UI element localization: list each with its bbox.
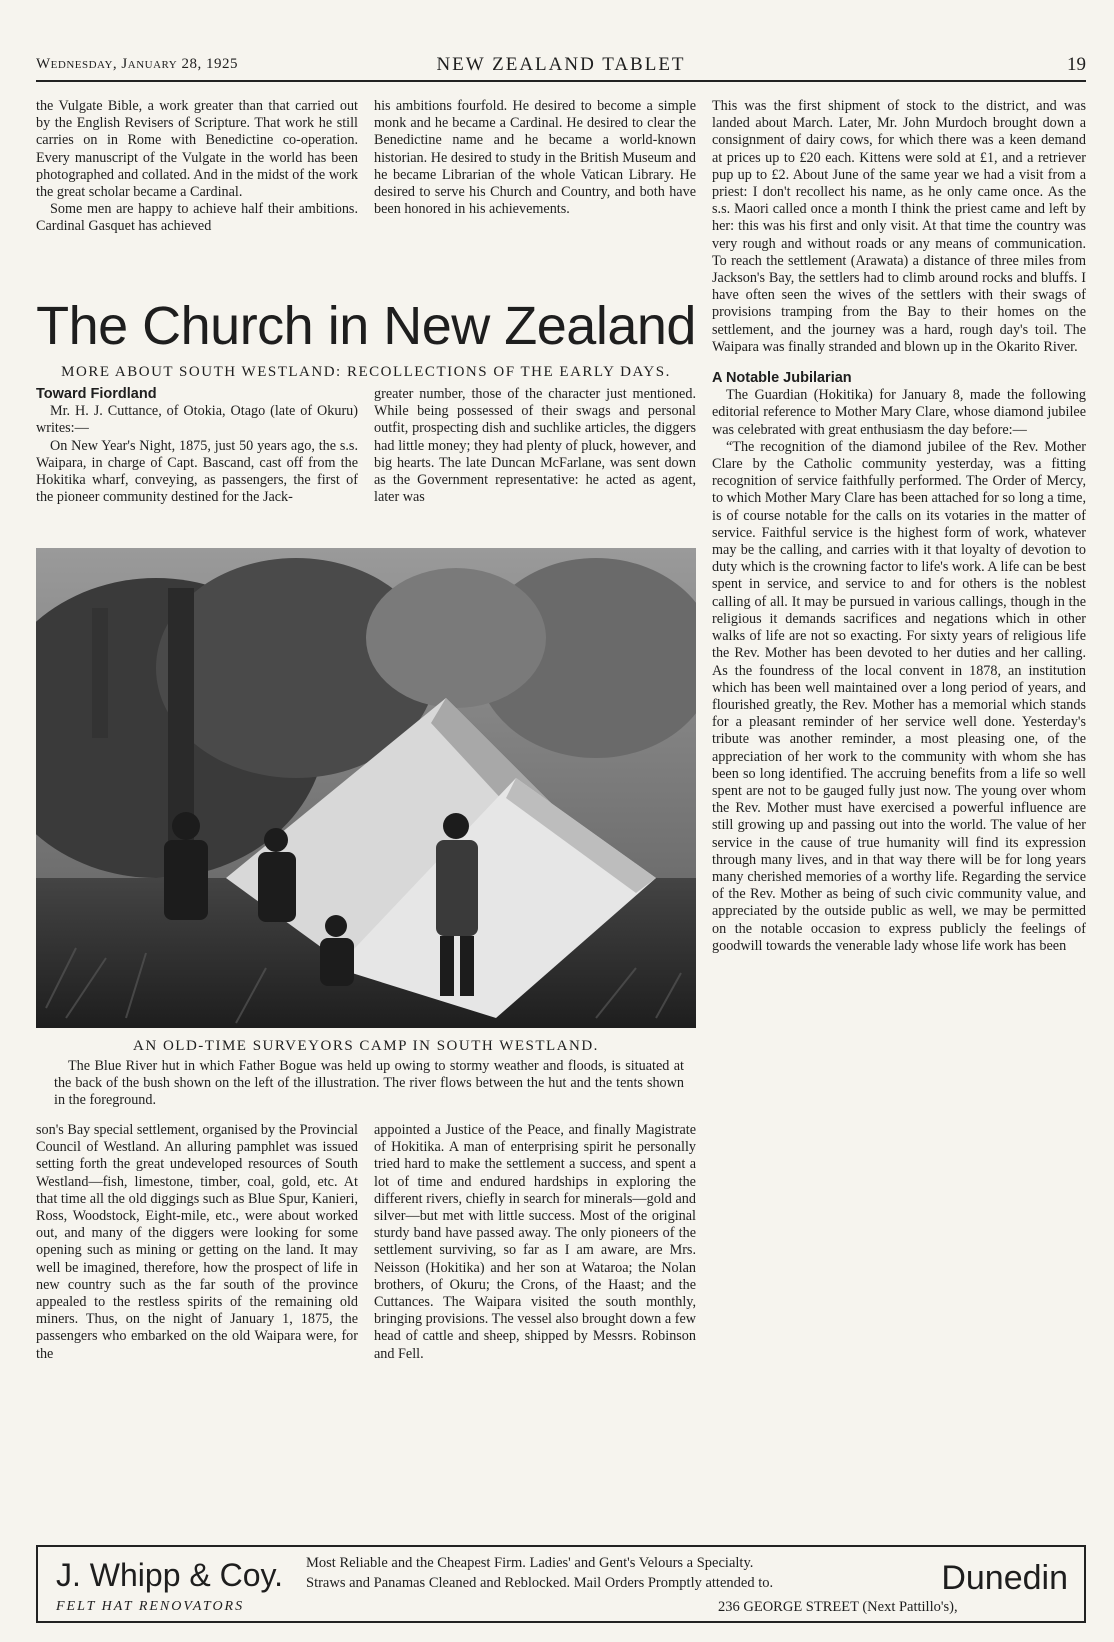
paragraph: The Blue River hut in which Father Bogue was held up owing to stormy weather and floods, is situated at the back of the bush shown on the left of the illustration. The river flows between the hut and the tents shown in the foreground.: [54, 1058, 684, 1109]
advertiser-trade: FELT HAT RENOVATORS: [56, 1599, 245, 1614]
surveyors-camp-photo: [36, 548, 696, 1028]
page-number: 19: [1067, 54, 1086, 75]
paragraph: son's Bay special settlement, organised by the Provincial Council of Westland. An alluring pamphlet was issued setting forth the great undeveloped resources of South Westland—fish, limestone, timber, coal, gold, etc. At that time all the old diggings such as Blue Spur, Kanieri, Ross, Woodstock, Eight-mile, etc., were about worked out, and many of the diggers were looking for some opening such as mining or getting on the land. It may well be imagined, therefore, how the prospect of life in new country such as the far south of the province appealed to the restless spirits of the remaining old miners. Thus, on the night of January 1, 1875, the passengers who embarked on the old Waipara were, for the: [36, 1122, 358, 1362]
photo-caption: [54, 1058, 684, 1110]
photo-illustration: [36, 548, 696, 1028]
paragraph: his ambitions fourfold. He desired to become a simple monk and he became a Cardinal. He desired to clear the Benedictine name and he became a world-known historian. He desired to study in the British Museum and he became Librarian of the whole Vatican Library. He desired to serve his Church and Country, and both have been honored in his achievements.: [374, 98, 696, 218]
newspaper-title: NEW ZEALAND TABLET: [436, 54, 686, 75]
ad-line: Straws and Panamas Cleaned and Reblocked. Mail Orders Promptly attended to.: [306, 1575, 774, 1591]
paragraph: Mr. H. J. Cuttance, of Otokia, Otago (late of Okuru) writes:—: [36, 403, 358, 437]
paragraph: Some men are happy to achieve half their ambitions. Cardinal Gasquet has achieved: [36, 201, 358, 235]
advertisement-box: [36, 1545, 1086, 1623]
page-header: [36, 52, 1086, 82]
article-subtitle: MORE ABOUT SOUTH WESTLAND: RECOLLECTIONS OF THE EARLY DAYS.: [61, 364, 671, 380]
section-heading: Toward Fiordland: [36, 386, 157, 402]
section-heading: A Notable Jubilarian: [712, 370, 852, 387]
ad-city: Dunedin: [941, 1559, 1068, 1597]
top-column-1: [36, 98, 358, 236]
bottom-column-2: [374, 1122, 696, 1363]
right-column: [712, 98, 1086, 955]
bottom-column-1: [36, 1122, 358, 1363]
paragraph: “The recognition of the diamond jubilee of the Rev. Mother Clare by the Catholic community yesterday, was a fitting recognition of service faithfully performed. The Order of Mercy, to which Mother Mary Clare has been attached for so long a time, is of course notable for the calls on its votaries in the matter of service. Faithful service is the highest form of work, whatever may be the calling, and carries with it that loyalty of devotion to duty which is the crowning factor to life's work. A life can be best spent in service, and service to and for others is the noblest calling of all. It may be pursued in various callings, though in the religious it demands sacrifices and negations which in other walks of life are not so exacting. For sixty years of religious life the Rev. Mother has been devoted to her duties and her calling. As the foundress of the local convent in 1878, an institution which has been well maintained over a long period of years, and flourished greatly, the Rev. Mother has a memorial which stands for a pleasant reminder of her service well done. Yesterday's tribute was another reminder, a most pleasing one, of the appreciation of her work to the community with whom she has been so long identified. The accruing benefits from a life so well spent are not to be gauged fully just now. The young over whom the Rev. Mother must have exercised a powerful influence are still growing up and passing out into the world. The value of her service in the cause of true humanity will find its expression through many lives, and in that way there will be for long years many cherished memories of a worthy life. Regarding the service of the Rev. Mother as being of such civic community value, and appreciated by the outside public as well, we may be permitted on the notable occasion to express publicly the feelings of goodwill towards the venerable lady whose life work has been: [712, 438, 1086, 954]
photo-caption-title: AN OLD-TIME SURVEYORS CAMP IN SOUTH WESTLAND.: [133, 1038, 599, 1054]
top-column-2: [374, 98, 696, 218]
paragraph: This was the first shipment of stock to the district, and was landed about March. Later, Mr. John Murdoch brought down a consignment of dairy cows, for which there was a keen demand at prices up to £20 each. Kittens were sold at £1, and a retriever pup up to £2. About June of the same year we had a visit from a priest: I don't recollect his name, as he only came once. As the s.s. Maori called once a month I think the priest came and left by her: this was his first and only visit. At that time the country was very rough and without roads or any means of communication. To reach the settlement (Arawata) a distance of three miles from Jackson's Bay, the settlers had to climb around rocks and bluffs. I have often seen the wives of the settlers with their swags of provisions tramping from the Bay to their homes on the settlement, and the journey was a hard, rough day's toil. The Waipara was finally stranded and blown up in the Okarito River.: [712, 98, 1086, 355]
ad-address: 236 GEORGE STREET (Next Pattillo's),: [718, 1599, 958, 1615]
mid-column-1: [36, 386, 358, 506]
ad-line: Most Reliable and the Cheapest Firm. Ladies' and Gent's Velours a Specialty.: [306, 1555, 754, 1571]
paragraph: On New Year's Night, 1875, just 50 years ago, the s.s. Waipara, in charge of Capt. Bascand, cast off from the Hokitika wharf, conveying, as passengers, the first of the pioneer community destined for the Jack-: [36, 437, 358, 506]
paragraph: appointed a Justice of the Peace, and finally Magistrate of Hokitika. A man of enterprising spirit he personally tried hard to make the settlement a success, and spent a lot of time and endured hardships in exploring the different rivers, chiefly in search for minerals—gold and silver—but met with little success. Most of the original sturdy band have passed away. The only pioneers of the settlement surviving, so far as I am aware, are Mrs. Neisson (Hokitika) and her son at Wataroa; the Nolan brothers, of Okuru; the Crons, of the Haast; and the Cuttances. The Waipara visited the south monthly, bringing provisions. The vessel also brought down a few head of cattle and sheep, shipped by Messrs. Robinson and Fell.: [374, 1122, 696, 1362]
mid-column-2: [374, 386, 696, 506]
issue-date: Wednesday, January 28, 1925: [36, 56, 238, 72]
paragraph: greater number, those of the character just mentioned. While being possessed of their swags and personal outfit, prospecting dish and suchlike articles, the diggers had little money; they had plenty of pluck, however, and big hearts. The late Duncan McFarlane, was sent down as the Government representative: he acted as agent, later was: [374, 386, 696, 506]
article-title: The Church in New Zealand: [36, 296, 696, 356]
advertiser-name: J. Whipp & Coy.: [56, 1557, 284, 1593]
paragraph: The Guardian (Hokitika) for January 8, made the following editorial reference to Mother Mary Clare, whose diamond jubilee was celebrated with great enthusiasm the day before:—: [712, 387, 1086, 438]
paragraph: the Vulgate Bible, a work greater than that carried out by the English Revisers of Scripture. That work he still carries on in Rome with Benedictine co-operation. Every manuscript of the Vulgate in the world has been photographed and collated. And in the midst of the work the great scholar became a Cardinal.: [36, 98, 358, 201]
